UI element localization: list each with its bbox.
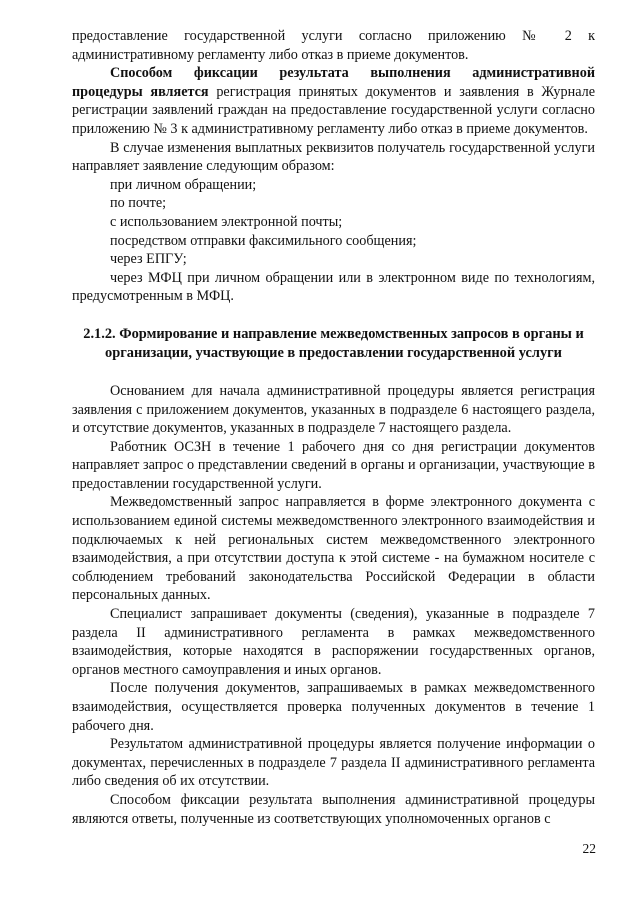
document-page xyxy=(72,27,595,828)
requisites-change-paragraph: В случае изменения выплатных реквизитов получатель государственной услуги направляет заявление следующим образом: xyxy=(72,139,595,175)
continuation-paragraph: предоставление государственной услуги согласно приложению № 2 к административному регламенту либо отказ в приеме документов. xyxy=(72,28,595,63)
section-heading: 2.1.2. Формирование и направление межведомственных запросов в органы и организации, участвующие в предоставлении государственной услуги xyxy=(83,325,584,361)
body-paragraph: Результатом административной процедуры является получение информации о документах, перечисленных в подразделе 7 раздела II административного регламента либо сведения об их отсутствии. xyxy=(72,736,595,790)
body-paragraph: Способом фиксации результата выполнения административной процедуры являются ответы, полученные из соответствующих уполномоченных органов с xyxy=(72,791,595,827)
method-item: посредством отправки факсимильного сообщения; xyxy=(110,232,417,249)
method-item: с использованием электронной почты; xyxy=(110,213,343,230)
body-paragraph: Работник ОСЗН в течение 1 рабочего дня со дня регистрации документов направляет запрос о представлении сведений в органы и организации, участвующие в предоставлении государственной услуги. xyxy=(72,438,595,492)
method-item: при личном обращении; xyxy=(110,176,257,193)
method-item: через ЕПГУ; xyxy=(110,251,187,268)
fixation-text: регистрация принятых документов и заявления в Журнале регистрации заявлений граждан на предоставление государственной услуги согласно приложению № 3 к административному регламенту либо отказ в приеме документов. xyxy=(72,83,595,137)
fixation-bold-lead: Способом фиксации результата выполнения административной процедуры является xyxy=(72,65,595,100)
page-number: 22 xyxy=(582,841,596,856)
method-item: по почте; xyxy=(110,195,167,212)
body-paragraph: Основанием для начала административной процедуры является регистрация заявления с приложением документов, указанных в подразделе 6 настоящего раздела, и отсутствие документов, указанных в подразделе 7 настоящего раздела. xyxy=(72,382,595,437)
body-paragraph: После получения документов, запрашиваемых в рамках межведомственного взаимодействия, осуществляется проверка полученных документов в течение 1 рабочего дня. xyxy=(72,680,595,734)
body-paragraph: Специалист запрашивает документы (сведения), указанные в подразделе 7 раздела II административного регламента в рамках межведомственного взаимодействия, которые находятся в распоряжении государственных органов, органов местного самоуправления и иных органов. xyxy=(72,606,595,678)
method-item-mfc: через МФЦ при личном обращении или в электронном виде по технологиям, предусмотренным в МФЦ. xyxy=(72,269,595,305)
fixation-paragraph xyxy=(72,64,595,138)
body-paragraph: Межведомственный запрос направляется в форме электронного документа с использованием единой системы межведомственного электронного взаимодействия и подключаемых к ней региональных систем межведомственного электронного взаимодействия, а при отсутствии доступа к этой системе - на бумажном носителе с соблюдением требований законодательства Российской Федерации в области персональных данных. xyxy=(72,494,595,604)
